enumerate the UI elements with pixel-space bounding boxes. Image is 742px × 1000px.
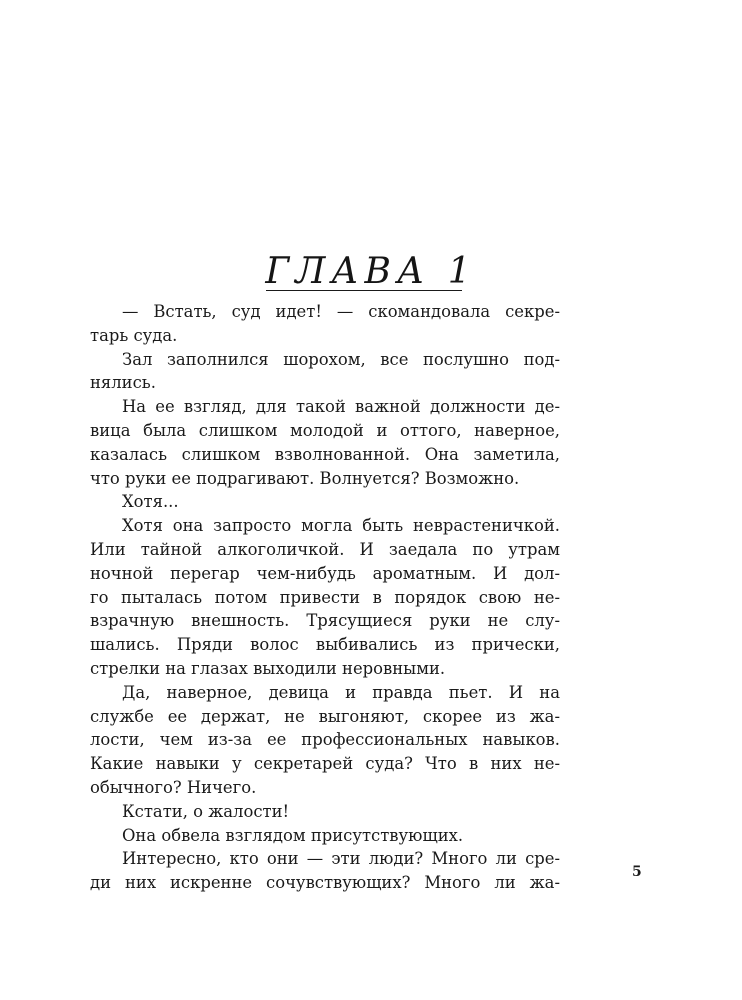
text-line: взрачную внешность. Трясущиеся руки не слу- [90,611,560,631]
text-line: Да, наверное, девица и правда пьет. И на [122,682,560,702]
text-line: ночной перегар чем-нибудь ароматным. И дол- [90,563,560,583]
text-line: го пыталась потом привести в порядок свою не- [90,587,560,607]
chapter-title: ГЛАВА 1 [265,251,477,292]
text-line: вица была слишком молодой и оттого, наверное, [90,420,560,440]
page-number: 5 [632,864,642,880]
chapter-body [90,300,560,895]
text-line: Зал заполнился шорохом, все послушно под- [122,349,560,369]
text-line: нялись. [90,373,156,393]
text-line: Хотя она запросто могла быть неврастеничкой. [122,516,560,536]
text-line: Интересно, кто они — эти люди? Много ли сре- [122,849,560,869]
text-line: казалась слишком взволнованной. Она заметила, [90,444,560,464]
text-line: тарь суда. [90,325,178,345]
text-line: Хотя... [122,492,179,512]
text-line: Кстати, о жалости! [122,801,290,821]
text-line: обычного? Ничего. [90,777,257,797]
text-line: службе ее держат, не выгоняют, скорее из жа- [90,706,560,726]
text-line: — Встать, суд идет! — скомандовала секре- [122,302,560,321]
text-line: Или тайной алкоголичкой. И заедала по утрам [90,539,560,559]
text-line: На ее взгляд, для такой важной должности де- [122,397,560,417]
text-line: Она обвела взглядом присутствующих. [122,825,464,845]
text-line: шались. Пряди волос выбивались из прически, [90,635,560,655]
chapter-title-underline [266,290,462,291]
text-line: ди них искренне сочувствующих? Много ли жа- [90,873,560,893]
text-line: что руки ее подрагивают. Волнуется? Возможно. [90,468,520,488]
text-line: лости, чем из-за ее профессиональных навыков. [90,730,560,750]
text-line: Какие навыки у секретарей суда? Что в них не- [90,754,560,774]
text-line: стрелки на глазах выходили неровными. [90,658,446,678]
